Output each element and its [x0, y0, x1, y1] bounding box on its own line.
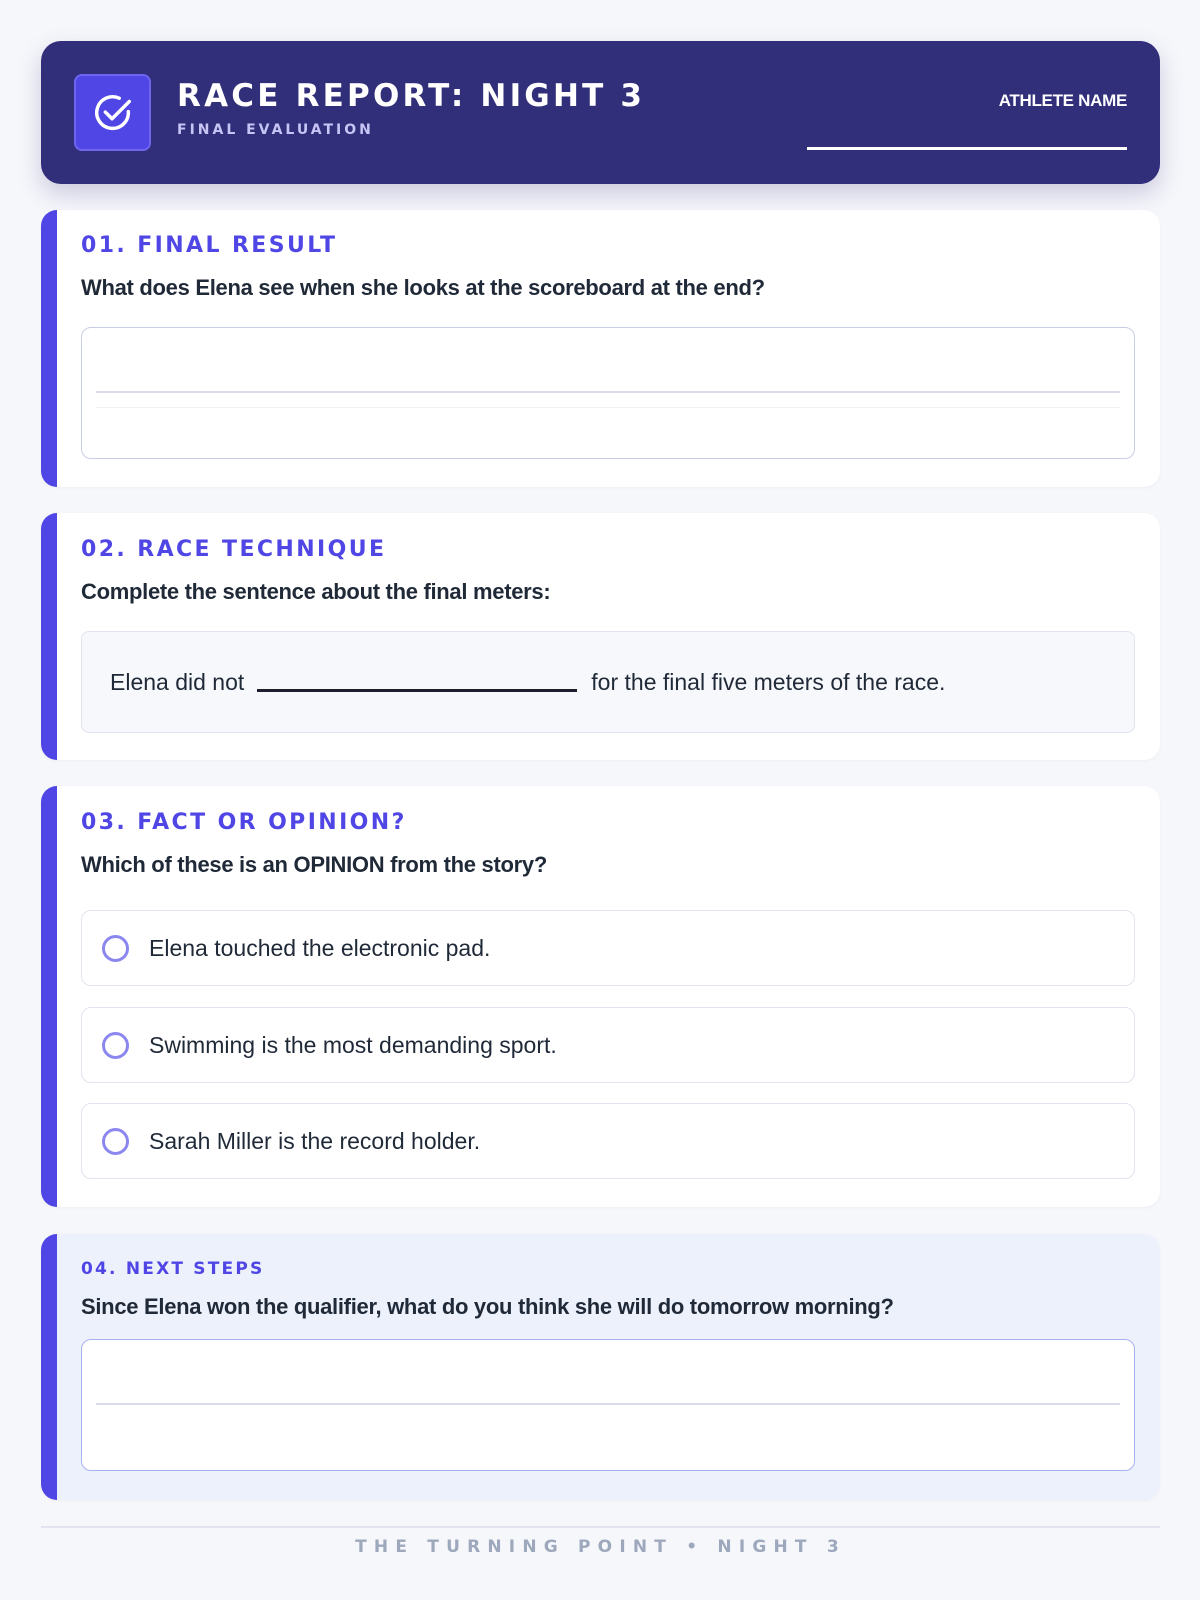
page-title: RACE REPORT: NIGHT 3 [177, 78, 646, 114]
question-prompt: Which of these is an OPINION from the story? [81, 852, 547, 877]
radio-button[interactable] [102, 935, 129, 962]
radio-button[interactable] [102, 1032, 129, 1059]
check-circle-icon [74, 74, 151, 151]
question-prompt: Complete the sentence about the final meters: [81, 579, 551, 604]
question-card-2 [41, 513, 1160, 760]
question-label: 01. FINAL RESULT [81, 233, 338, 258]
option-label: Elena touched the electronic pad. [149, 934, 491, 961]
answer-option[interactable] [81, 910, 1135, 986]
question-card-4 [41, 1234, 1160, 1500]
question-prompt: What does Elena see when she looks at the scoreboard at the end? [81, 275, 765, 300]
writing-line [96, 1403, 1120, 1405]
question-label: 03. FACT OR OPINION? [81, 810, 407, 835]
question-card-1 [41, 210, 1160, 487]
sentence-end: for the final five meters of the race. [591, 668, 946, 695]
report-header [41, 41, 1160, 184]
question-label: 04. NEXT STEPS [81, 1259, 265, 1279]
page-subtitle: FINAL EVALUATION [177, 122, 374, 138]
writing-line [96, 391, 1120, 393]
option-label: Sarah Miller is the record holder. [149, 1127, 481, 1154]
writing-line [96, 407, 1120, 408]
answer-input-1[interactable] [81, 327, 1135, 459]
question-card-3 [41, 786, 1160, 1207]
radio-button[interactable] [102, 1128, 129, 1155]
option-label: Swimming is the most demanding sport. [149, 1031, 557, 1058]
athlete-name-field[interactable] [807, 147, 1127, 150]
footer-divider [41, 1526, 1160, 1528]
fill-in-sentence [81, 631, 1135, 733]
answer-option[interactable] [81, 1007, 1135, 1083]
fill-in-blank-input[interactable] [257, 689, 577, 692]
answer-input-4[interactable] [81, 1339, 1135, 1471]
answer-option[interactable] [81, 1103, 1135, 1179]
question-label: 02. RACE TECHNIQUE [81, 537, 387, 562]
question-prompt: Since Elena won the qualifier, what do you think she will do tomorrow morning? [81, 1294, 894, 1319]
sentence-start: Elena did not [110, 668, 245, 695]
athlete-name-label: ATHLETE NAME [998, 91, 1127, 110]
page-footer: THE TURNING POINT • NIGHT 3 [355, 1537, 846, 1557]
